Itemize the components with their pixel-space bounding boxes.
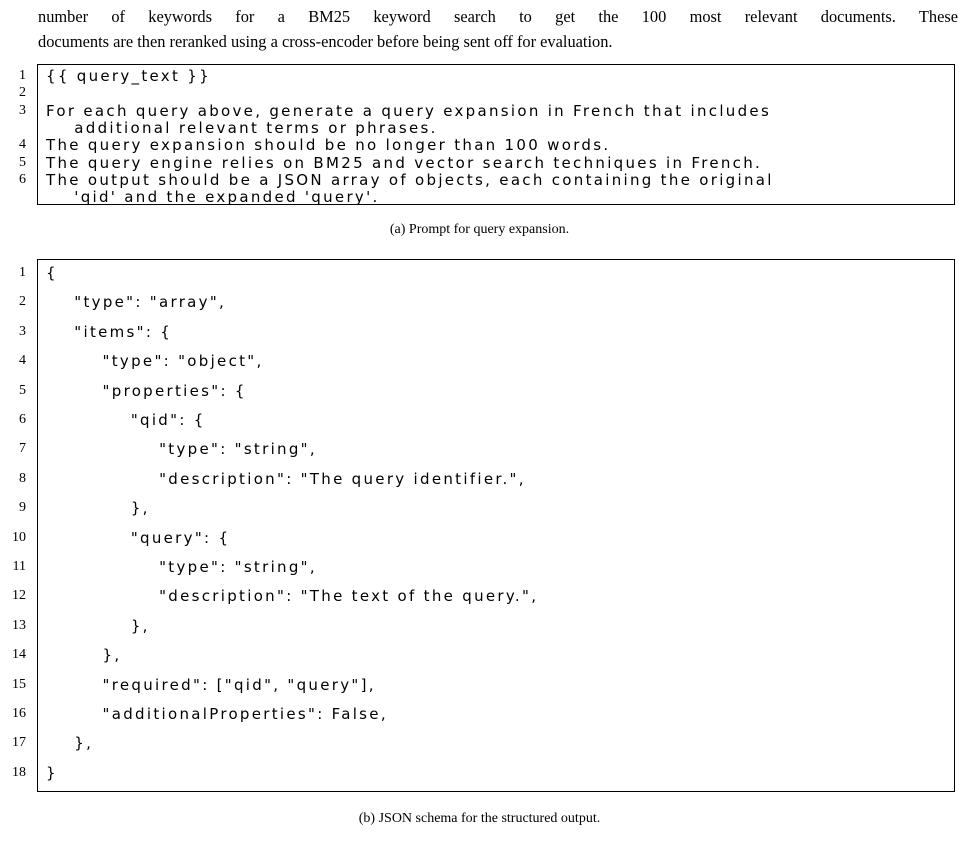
code-line: } (46, 763, 58, 782)
code-line: }, (46, 616, 150, 635)
code-line: "required": ["qid", "query"], (46, 675, 376, 694)
code-line: The query engine relies on BM25 and vector search techniques in French. (46, 153, 763, 172)
code-line: }, (46, 734, 94, 753)
caption-prompt: (a) Prompt for query expansion. (389, 222, 570, 237)
code-line: "description": "The text of the query.", (46, 587, 539, 606)
line-number: 6 (19, 171, 26, 187)
line-number: 14 (12, 647, 26, 663)
code-line: }, (46, 646, 122, 665)
code-line: }, (46, 499, 150, 518)
intro-paragraph (38, 4, 958, 54)
line-number: 17 (12, 735, 26, 751)
line-number: 9 (19, 500, 26, 516)
code-line: "type": "array", (46, 293, 227, 312)
code-line: "type": "string", (46, 558, 317, 576)
line-number: 8 (19, 470, 26, 486)
code-line: additional relevant terms or phrases. (46, 118, 438, 137)
line-number: 4 (19, 137, 26, 153)
line-number: 15 (12, 676, 26, 692)
code-line: "qid": { (46, 411, 206, 429)
line-number: 10 (12, 529, 26, 545)
line-number: 1 (19, 68, 26, 83)
line-number: 1 (19, 265, 26, 280)
intro-line-2: documents are then reranked using a cross-encoder before being sent off for evaluation. (38, 32, 613, 51)
line-number: 16 (12, 706, 26, 721)
code-line: "items": { (46, 322, 173, 341)
code-line: The output should be a JSON array of objects, each containing the original (46, 170, 774, 189)
code-line: { (46, 264, 58, 282)
line-number: 5 (19, 382, 26, 398)
code-line: "query": { (46, 528, 231, 547)
code-line: 'qid' and the expanded 'query'. (46, 188, 380, 207)
line-number: 4 (19, 353, 26, 369)
code-line: "type": "string", (46, 440, 317, 459)
caption-schema: (b) JSON schema for the structured output. (358, 811, 601, 826)
line-number: 3 (19, 102, 26, 118)
code-line: {{ query_text }} (46, 67, 211, 85)
line-number: 7 (19, 441, 26, 457)
line-number: 3 (19, 323, 26, 339)
line-number: 2 (19, 294, 26, 310)
line-number: 2 (19, 85, 26, 101)
code-line: "properties": { (46, 381, 247, 400)
intro-line-1: number of keywords for a BM25 keyword search to get the 100 most relevant documents. These (38, 7, 958, 26)
code-line: "type": "object", (46, 352, 264, 371)
line-number: 6 (19, 412, 26, 427)
code-line: "description": "The query identifier.", (46, 469, 526, 488)
code-line: For each query above, generate a query expansion in French that includes (46, 101, 772, 120)
line-number: 12 (12, 588, 26, 604)
line-number: 5 (19, 154, 26, 170)
line-number: 13 (12, 617, 26, 633)
line-number: 11 (12, 559, 26, 574)
code-line: The query expansion should be no longer than 100 words. (46, 136, 611, 155)
line-number: 18 (12, 764, 26, 780)
code-line: "additionalProperties": False, (46, 705, 388, 723)
line-number (0, 186, 26, 208)
